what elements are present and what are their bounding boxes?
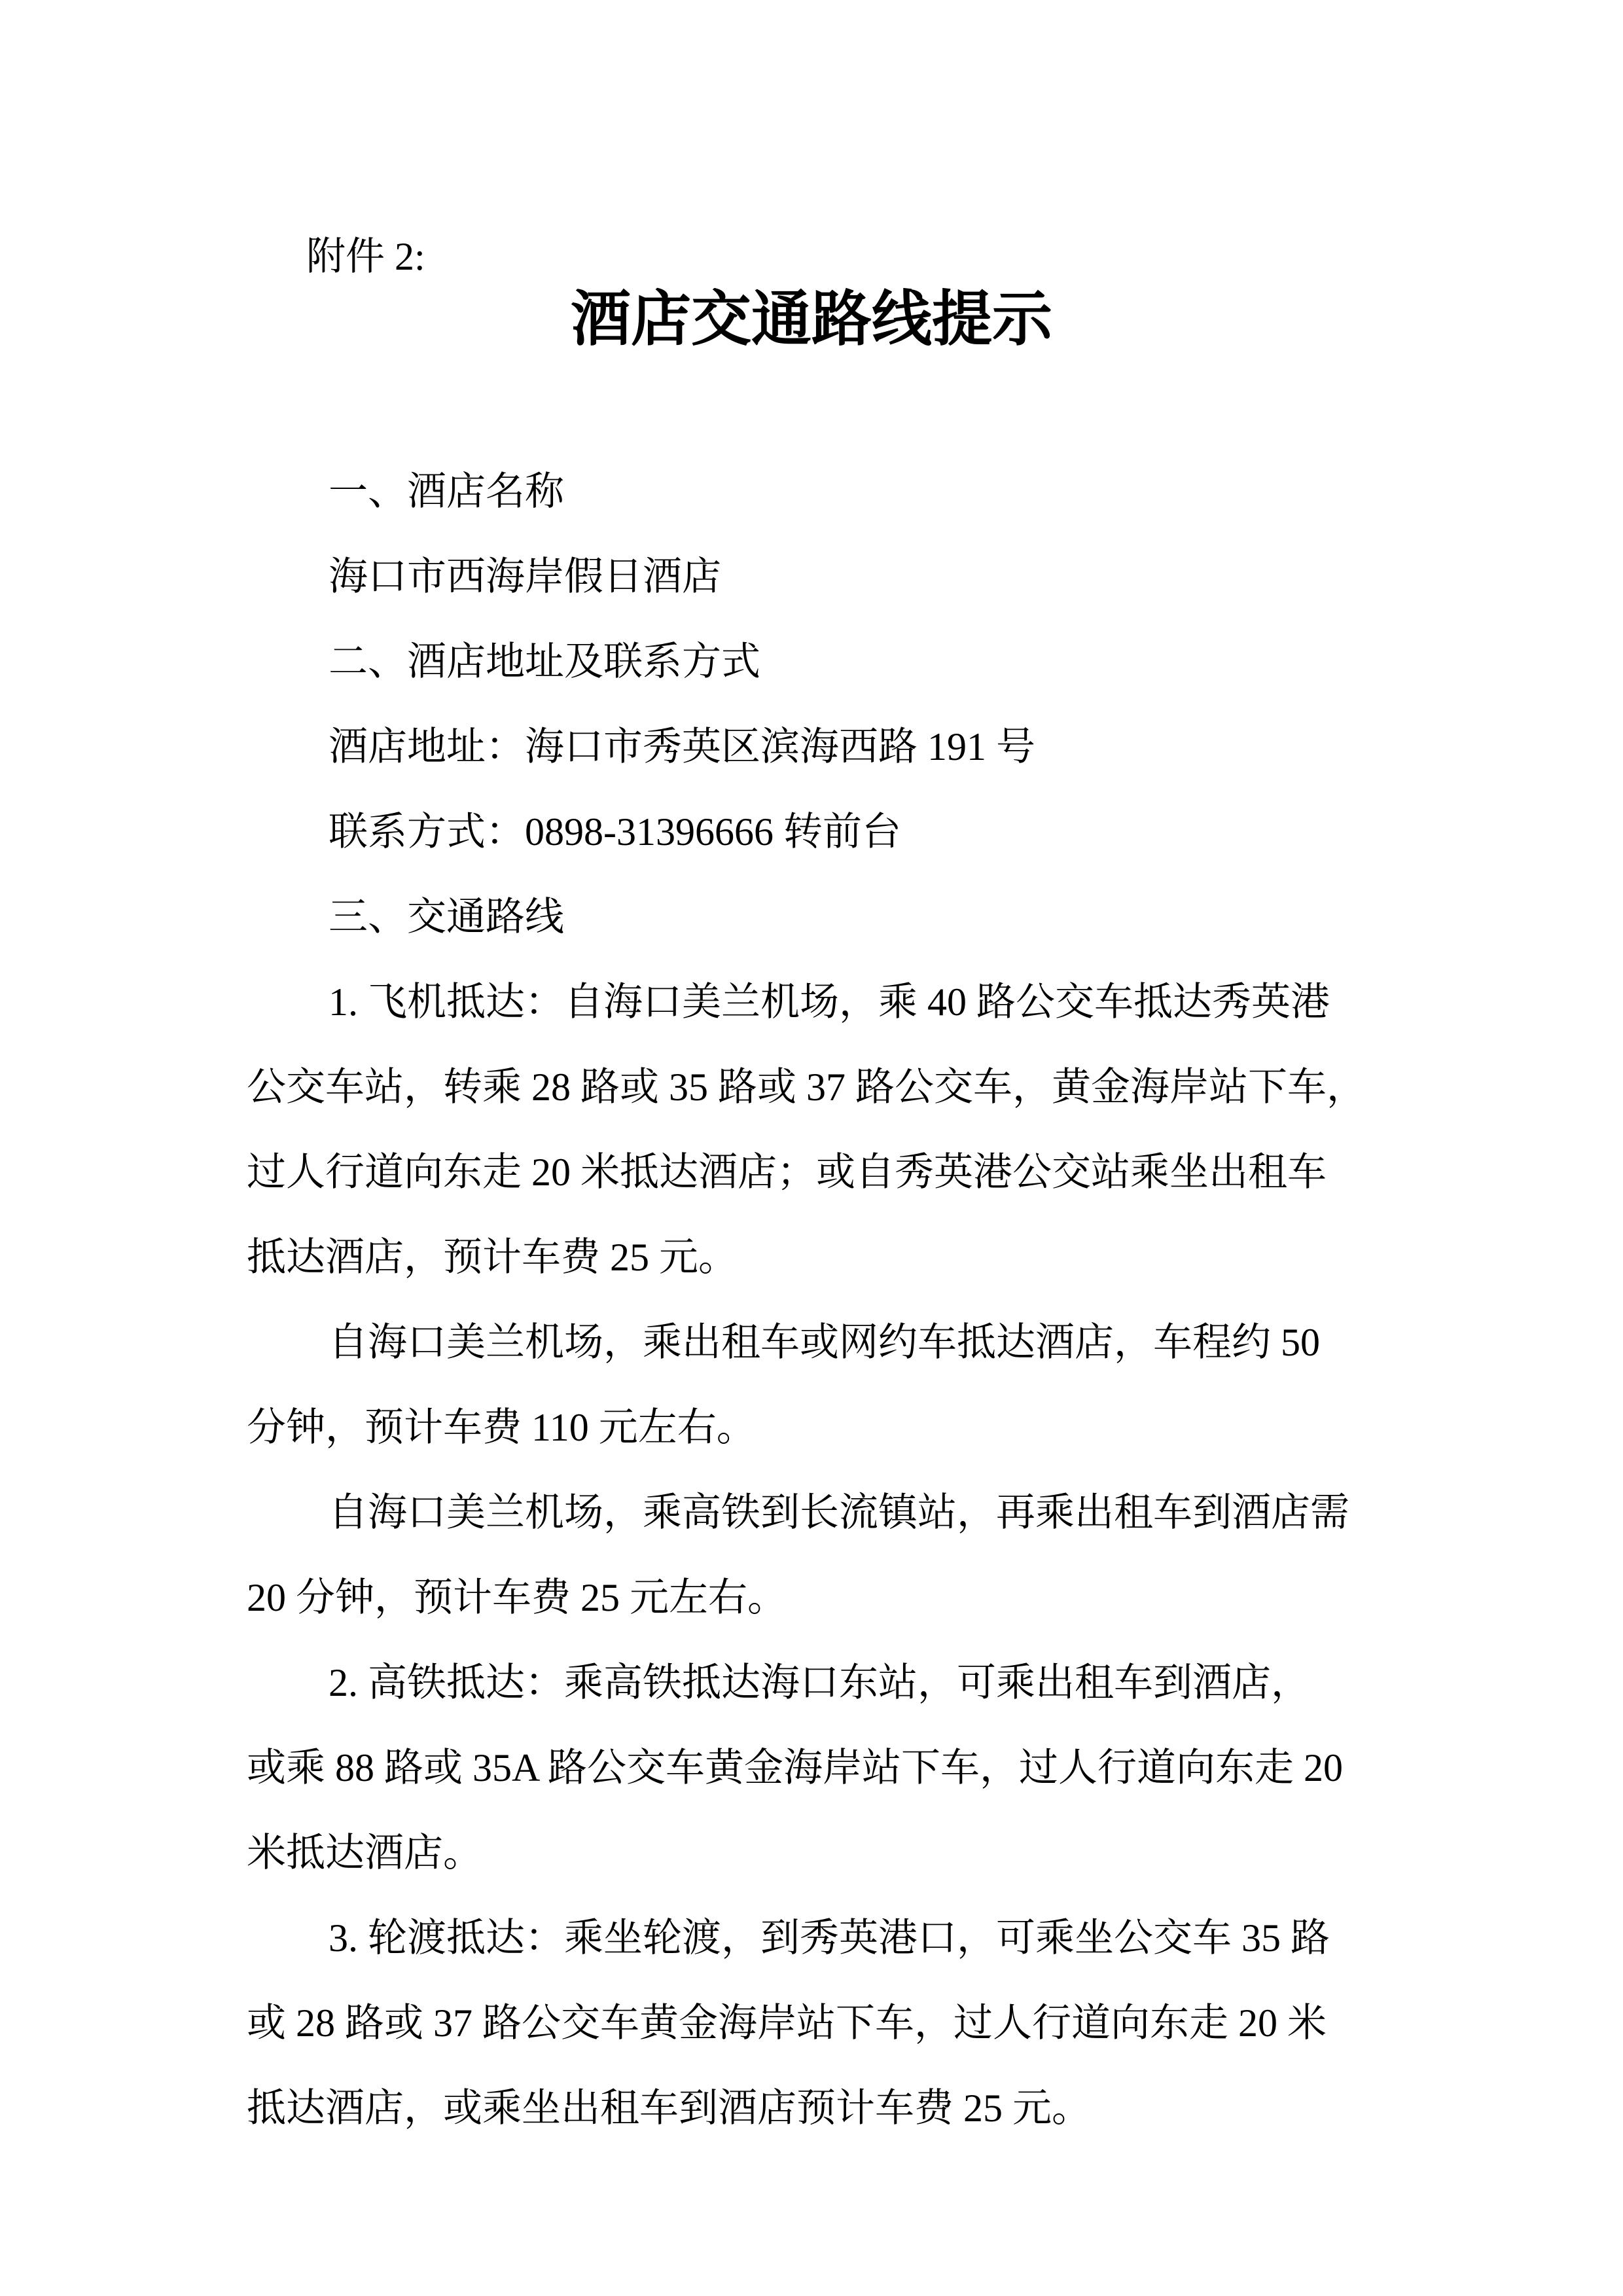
body-line: 抵达酒店，或乘坐出租车到酒店预计车费 25 元。	[247, 2087, 1091, 2130]
body-line: 三、交通路线	[329, 895, 564, 939]
body-line: 分钟，预计车费 110 元左右。	[247, 1406, 756, 1449]
body-line: 公交车站，转乘 28 路或 35 路或 37 路公交车，黄金海岸站下车，	[247, 1066, 1366, 1109]
body-line: 自海口美兰机场，乘高铁到长流镇站，再乘出租车到酒店需	[329, 1491, 1349, 1534]
body-line: 抵达酒店，预计车费 25 元。	[247, 1236, 738, 1279]
body-line: 3. 轮渡抵达：乘坐轮渡，到秀英港口，可乘坐公交车 35 路	[329, 1916, 1330, 1960]
body-line: 酒店地址：海口市秀英区滨海西路 191 号	[329, 725, 1035, 768]
body-line: 2. 高铁抵达：乘高铁抵达海口东站，可乘出租车到酒店，	[329, 1661, 1310, 1704]
body-line: 一、酒店名称	[329, 470, 564, 513]
attachment-label: 附件 2:	[306, 235, 425, 278]
body-line: 米抵达酒店。	[247, 1831, 482, 1874]
body-line: 或 28 路或 37 路公交车黄金海岸站下车，过人行道向东走 20 米	[247, 2001, 1327, 2045]
body-line: 自海口美兰机场，乘出租车或网约车抵达酒店，车程约 50	[329, 1321, 1320, 1364]
document-title: 酒店交通路线提示	[570, 286, 1052, 353]
body-line: 过人行道向东走 20 米抵达酒店；或自秀英港公交站乘坐出租车	[247, 1151, 1327, 1194]
body-line: 20 分钟，预计车费 25 元左右。	[247, 1576, 787, 1619]
body-line: 联系方式：0898-31396666 转前台	[329, 810, 901, 853]
document-body	[247, 449, 1376, 2151]
body-line: 海口市西海岸假日酒店	[329, 555, 721, 598]
body-line: 二、酒店地址及联系方式	[329, 640, 760, 683]
body-line: 1. 飞机抵达：自海口美兰机场，乘 40 路公交车抵达秀英港	[329, 980, 1330, 1024]
body-line: 或乘 88 路或 35A 路公交车黄金海岸站下车，过人行道向东走 20	[247, 1746, 1344, 1789]
